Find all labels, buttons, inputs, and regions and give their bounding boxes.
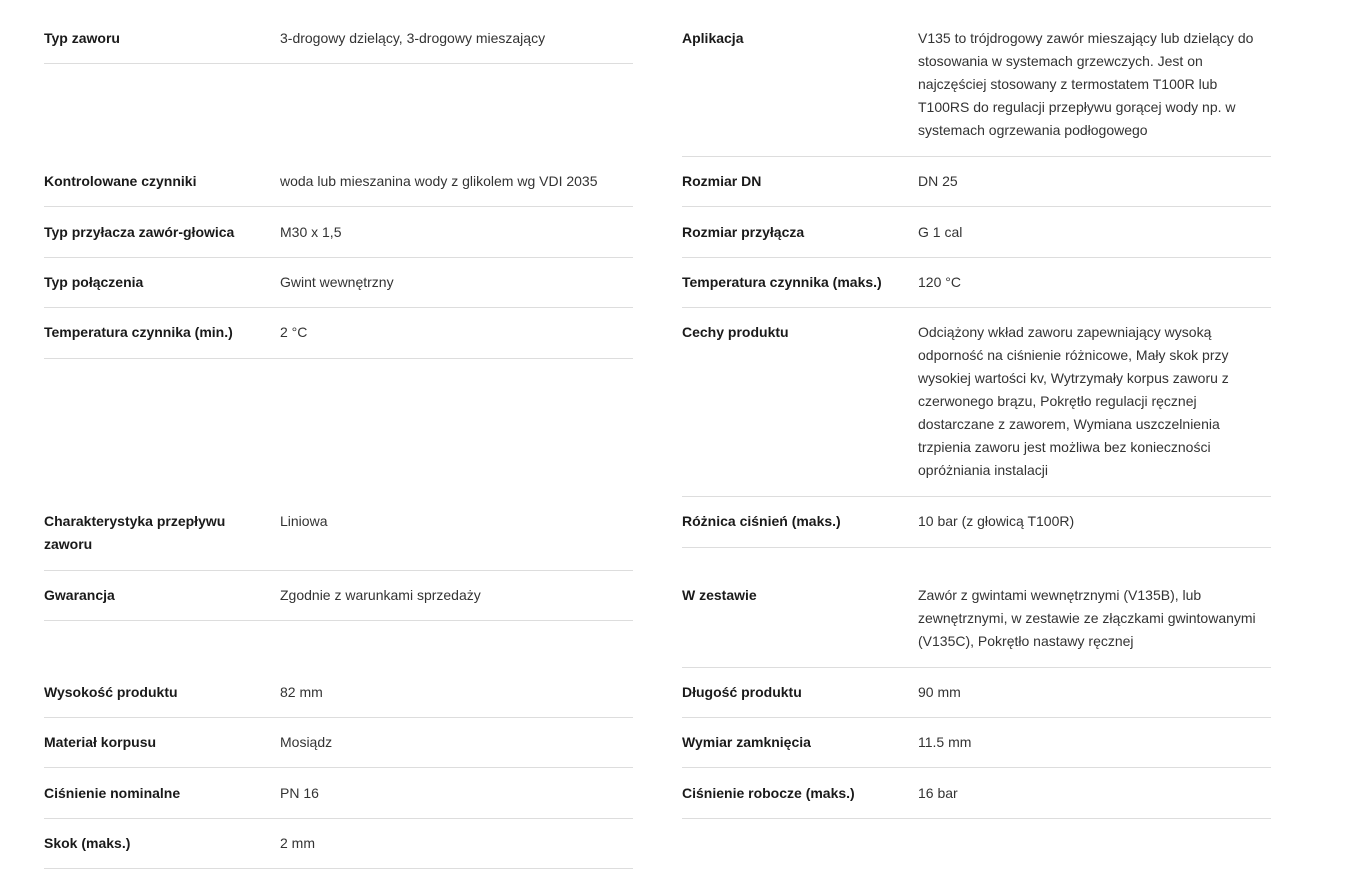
spec-label: Temperatura czynnika (maks.) [682, 274, 882, 290]
spec-label: Ciśnienie robocze (maks.) [682, 785, 855, 801]
spec-value: Liniowa [280, 513, 328, 529]
spec-row-dn-size [682, 157, 1271, 207]
spec-label: Rozmiar przyłącza [682, 224, 805, 240]
spec-row-nominal-pressure [44, 768, 633, 819]
spec-value: Odciążony wkład zaworu zapewniający wysoką odporność na ciśnienie różnicowe, Mały skok przy wysokiej wartości kv, Wytrzymały korpus zaworu z czerwonego brązu, Pokrętło regulacji ręcznej dostarczane z zaworem, Wymiana uszczelnienia trzpienia zaworu jest możliwa bez konieczności opróżniania instalacji [918, 324, 1229, 478]
spec-label: Ciśnienie nominalne [44, 785, 181, 801]
spec-label: Cechy produktu [682, 324, 789, 340]
spec-label: Charakterystyka przepływu zaworu [44, 513, 226, 552]
spec-value: G 1 cal [918, 224, 963, 240]
spec-value: 11.5 mm [918, 734, 972, 750]
spec-label: Wymiar zamknięcia [682, 734, 811, 750]
spec-label: Gwarancja [44, 587, 115, 603]
spec-label: Kontrolowane czynniki [44, 173, 197, 189]
spec-value: PN 16 [280, 785, 319, 801]
spec-value: Mosiądz [280, 734, 333, 750]
spec-row-in-set [682, 571, 1271, 668]
spec-row-max-stroke [44, 819, 633, 869]
spec-row-connection-type [44, 258, 633, 308]
spec-label: Skok (maks.) [44, 835, 131, 851]
spec-value: V135 to trójdrogowy zawór mieszający lub dzielący do stosowania w systemach grzewczych. Jest on najczęściej stosowany z termostatem T100R lub T100RS do regulacji przepływu gorącej wody np. w systemach ogrzewania podłogowego [918, 30, 1254, 138]
spec-value: 2 mm [280, 835, 315, 851]
spec-value: Zawór z gwintami wewnętrznymi (V135B), lub zewnętrznymi, w zestawie ze złączkami gwintowanymi (V135C), Pokrętło nastawy ręcznej [918, 587, 1256, 649]
spec-row-product-length [682, 668, 1271, 718]
spec-value: 2 °C [280, 324, 308, 340]
spec-label: Typ zaworu [44, 30, 120, 46]
spec-value: Gwint wewnętrzny [280, 274, 394, 290]
spec-value: 120 °C [918, 274, 961, 290]
spec-label: W zestawie [682, 587, 757, 603]
spec-value: 16 bar [918, 785, 958, 801]
spec-label: Typ połączenia [44, 274, 144, 290]
spec-label: Rozmiar DN [682, 173, 762, 189]
spec-row-application [682, 0, 1271, 157]
spec-row-valve-head-connection [44, 207, 633, 258]
spec-label: Temperatura czynnika (min.) [44, 324, 233, 340]
spec-label: Materiał korpusu [44, 734, 157, 750]
spec-value: M30 x 1,5 [280, 224, 342, 240]
spec-row-connection-size [682, 207, 1271, 258]
spec-value: Zgodnie z warunkami sprzedaży [280, 587, 481, 603]
spec-value: 3-drogowy dzielący, 3-drogowy mieszający [280, 30, 546, 46]
spec-label: Długość produktu [682, 684, 802, 700]
spec-label: Aplikacja [682, 30, 744, 46]
spec-value: DN 25 [918, 173, 958, 189]
spec-row-warranty [44, 571, 633, 621]
spec-value: 82 mm [280, 684, 323, 700]
spec-row-flow-characteristic [44, 497, 633, 571]
spec-value: 90 mm [918, 684, 961, 700]
spec-value: 10 bar (z głowicą T100R) [918, 513, 1075, 529]
spec-row-max-temperature [682, 258, 1271, 308]
spec-row-media [44, 157, 633, 207]
spec-row-valve-type [44, 0, 633, 64]
spec-label: Różnica ciśnień (maks.) [682, 513, 841, 529]
spec-row-body-material [44, 718, 633, 768]
spec-row-closing-dimension [682, 718, 1271, 768]
spec-row-max-working-pressure [682, 768, 1271, 819]
spec-row-product-features [682, 308, 1271, 497]
spec-row-max-pressure-difference [682, 497, 1271, 548]
spec-label: Typ przyłacza zawór-głowica [44, 224, 235, 240]
spec-row-min-temperature [44, 308, 633, 359]
spec-row-product-height [44, 668, 633, 718]
spec-value: woda lub mieszanina wody z glikolem wg VDI 2035 [280, 173, 598, 189]
spec-label: Wysokość produktu [44, 684, 178, 700]
